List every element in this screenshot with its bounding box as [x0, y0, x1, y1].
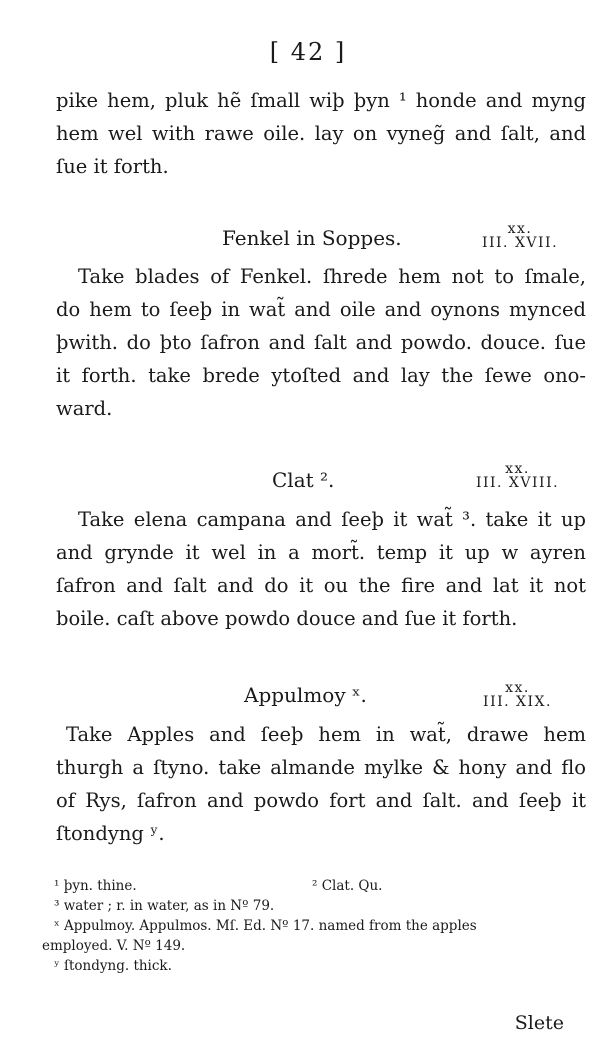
footnote-appulmoy: ˣ Appulmoy. Appulmos. Mſ. Ed. Nº 17. named from the apples	[54, 918, 477, 934]
recipe-title: Fenkel in Soppes.	[222, 226, 402, 250]
footnote-clat: ² Clat. Qu.	[312, 878, 383, 894]
text-line: Take elena campana and ſeeþ it wat̃ ³. take it up	[78, 508, 586, 531]
recipe-number-bottom: III. XVIII.	[475, 475, 560, 491]
text-line: þwith. do þto ſafron and ſalt and powdo. douce. ſue	[56, 331, 586, 354]
text-line: Take Apples and ſeeþ hem in wat̃, drawe hem	[66, 723, 586, 746]
text-line: boile. caſt above powdo douce and ſue it forth.	[56, 607, 518, 630]
recipe-number	[470, 222, 570, 250]
footnote-stondyng: ʸ ſtondyng. thick.	[54, 958, 172, 974]
text-line: and grynde it wel in a mort̃. temp it up w ayren	[56, 541, 586, 564]
text-line: do hem to ſeeþ in wat̃ and oile and oynons mynced	[56, 298, 586, 321]
text-line: ſtondyng ʸ.	[56, 822, 165, 845]
text-line: ſue it forth.	[56, 155, 169, 178]
text-line: thurgh a ſtyno. take almande mylke & hony and flo	[56, 756, 586, 779]
continuation-paragraph	[56, 84, 586, 183]
page-number: [ 42 ]	[269, 38, 347, 66]
recipe-title: Clat ².	[272, 468, 335, 492]
recipe-number	[465, 462, 570, 490]
recipe-body	[56, 503, 586, 635]
recipe-number	[470, 681, 565, 709]
recipe-number-top: xx.	[505, 680, 530, 696]
text-line: hem wel with rawe oile. lay on vyneg̃ and ſalt, and	[56, 122, 586, 145]
text-line: ſafron and ſalt and do it ou the fire and lat it not	[56, 574, 586, 597]
text-line: of Rys, ſafron and powdo fort and ſalt. and ſeeþ it	[56, 789, 586, 812]
recipe-number-top: xx.	[505, 461, 530, 477]
text-line: ward.	[56, 397, 113, 420]
recipe-number-top: xx.	[507, 221, 533, 237]
footnote-appulmoy-cont: employed. V. Nº 149.	[42, 938, 186, 954]
recipe-body	[56, 260, 586, 425]
text-line: it forth. take brede ytoſted and lay the ſewe ono-	[56, 364, 586, 387]
footnote-row	[42, 876, 572, 896]
recipe-title: Appulmoy ˣ.	[244, 683, 367, 707]
catchword: Slete	[514, 1012, 564, 1034]
footnotes	[42, 876, 572, 976]
footnote-water: ³ water ; r. in water, as in Nº 79.	[54, 898, 275, 914]
footnote-thine: ¹ þyn. thine.	[54, 878, 137, 894]
text-line: pike hem, pluk hẽ ſmall wiþ þyn ¹ honde and myng	[56, 89, 586, 112]
recipe-number-bottom: III. XIX.	[483, 694, 552, 710]
text-line: Take blades of Fenkel. ſhrede hem not to ſmale,	[78, 265, 586, 288]
recipe-body	[56, 718, 586, 850]
recipe-number-bottom: III. XVII.	[481, 235, 559, 251]
